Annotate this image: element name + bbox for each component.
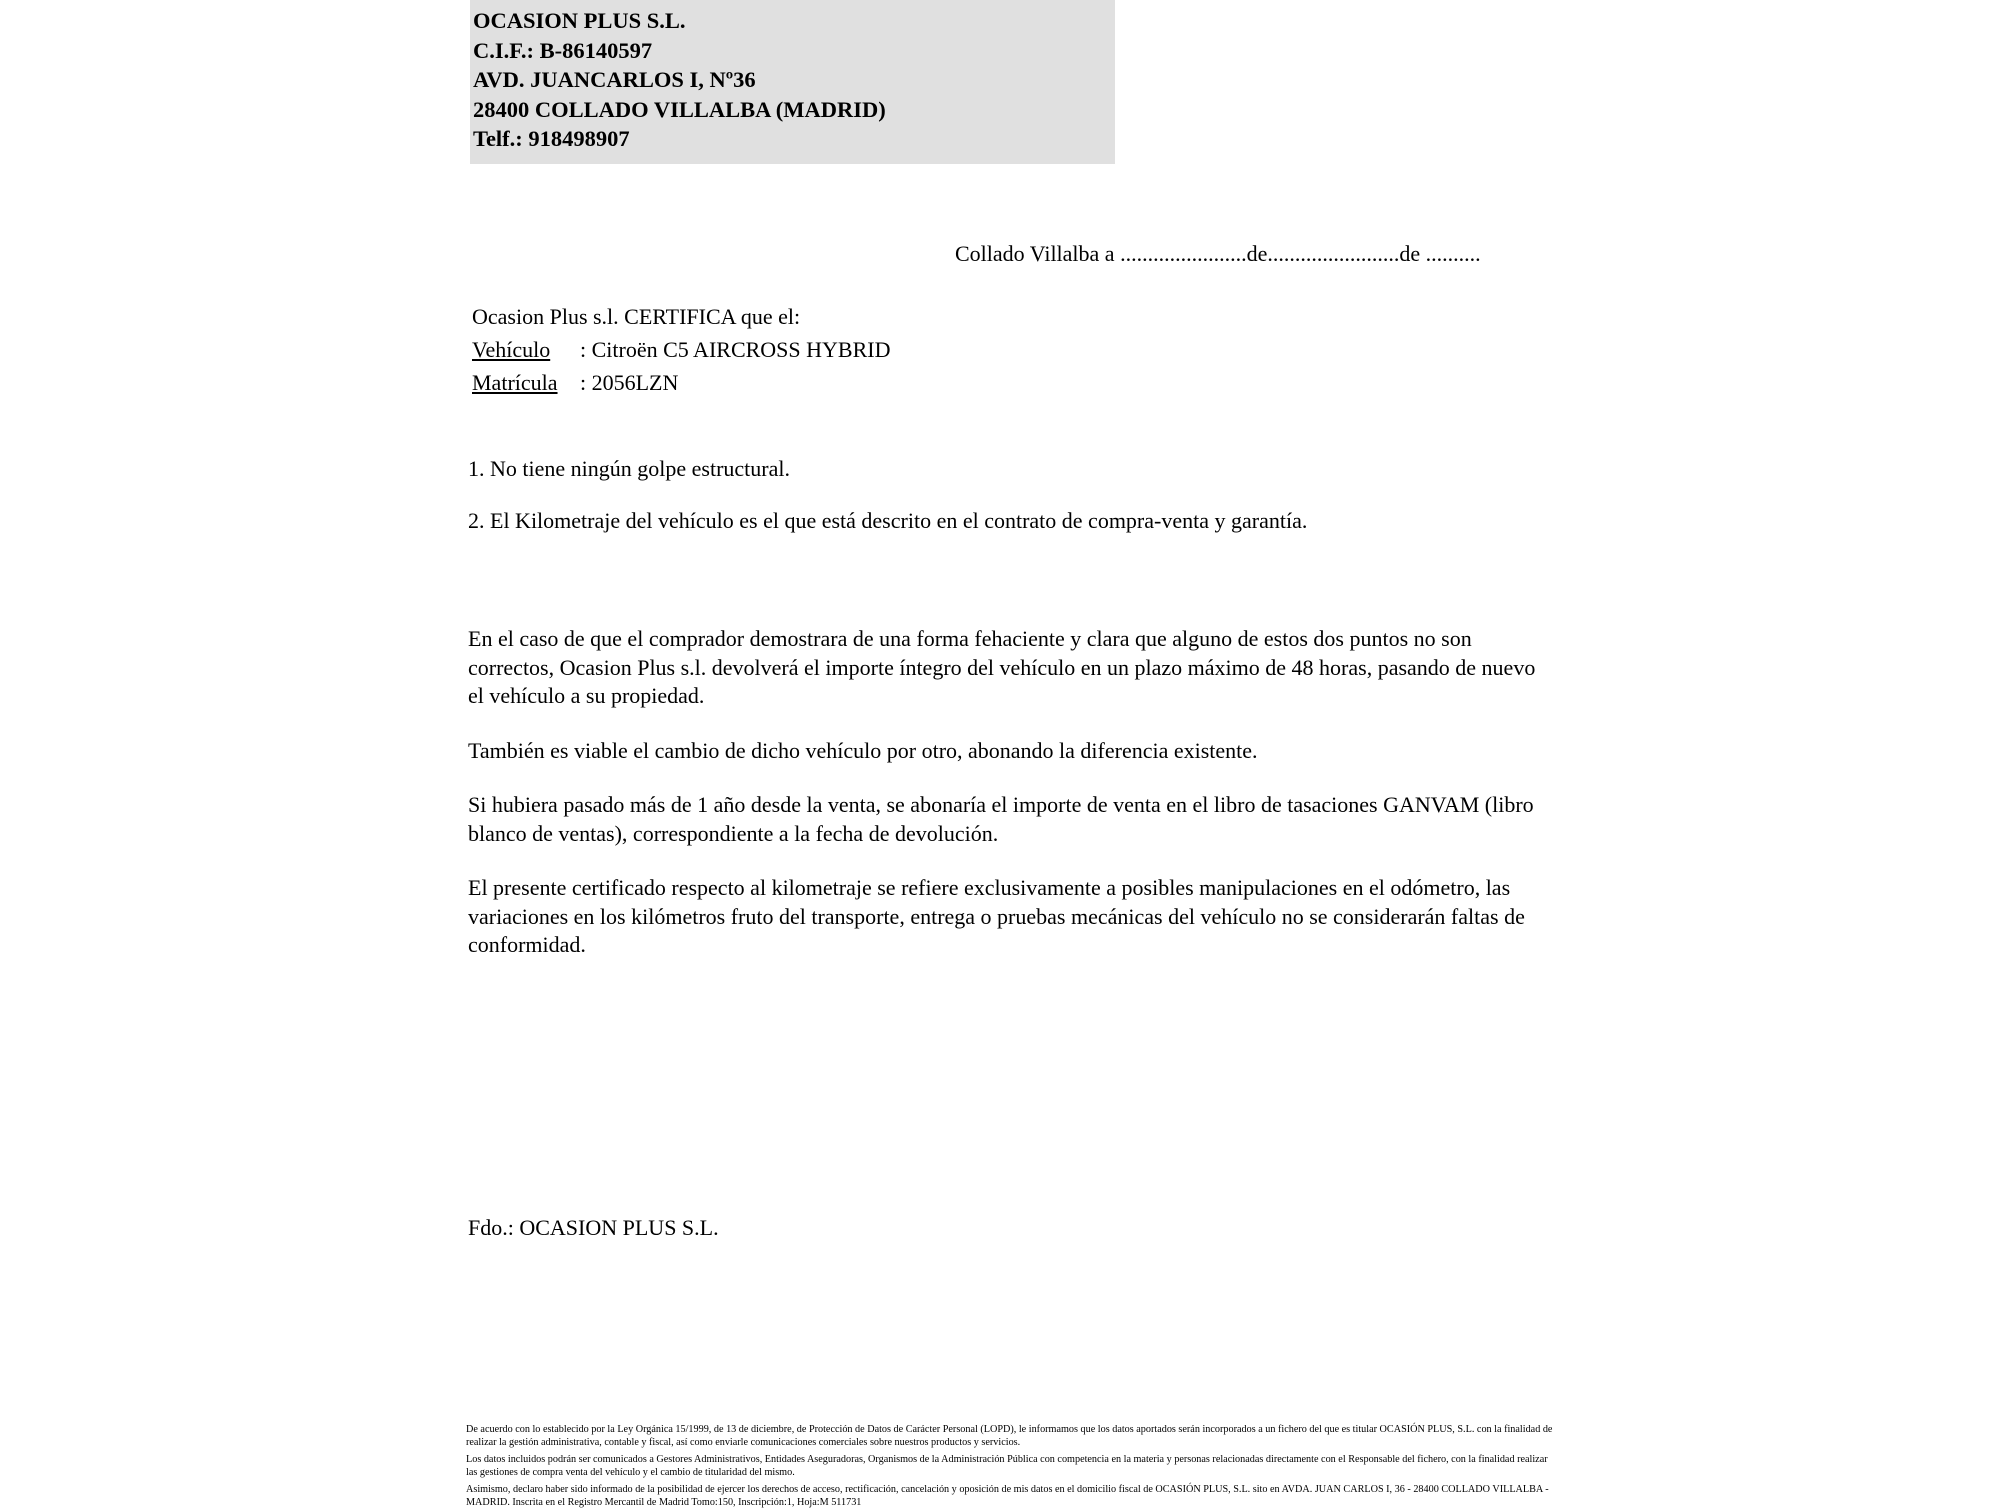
body-paragraphs <box>468 625 1538 986</box>
vehicle-row <box>472 333 891 366</box>
certification-intro: Ocasion Plus s.l. CERTIFICA que el: <box>472 304 801 329</box>
paragraph: También es viable el cambio de dicho vehículo por otro, abonando la diferencia existente. <box>468 737 1258 763</box>
paragraph: En el caso de que el comprador demostrara de una forma fehaciente y clara que alguno de estos dos puntos no son correctos, Ocasion Plus s.l. devolverá el importe íntegro del vehículo en un plazo máximo de 48 horas, pasando de nuevo el vehículo a su propiedad. <box>468 626 1536 708</box>
company-cif: C.I.F.: B-86140597 <box>473 37 653 63</box>
point-item: 2. El Kilometraje del vehículo es el que está descrito en el contrato de compra-venta y garantía. <box>468 508 1308 533</box>
company-name: OCASION PLUS S.L. <box>473 8 686 33</box>
certification-block <box>472 300 891 399</box>
plate-value: : 2056LZN <box>580 370 679 395</box>
vehicle-label: Vehículo <box>472 337 551 362</box>
date-line: Collado Villalba a .......................de........................de .......... <box>955 241 1481 266</box>
paragraph: El presente certificado respecto al kilometraje se refiere exclusivamente a posibles manipulaciones en el odómetro, las variaciones en los kilómetros fruto del transporte, entrega o pruebas mecánicas del vehículo no se considerarán faltas de conformidad. <box>468 875 1525 957</box>
company-address-city: 28400 COLLADO VILLALBA (MADRID) <box>473 96 886 122</box>
vehicle-value: : Citroën C5 AIRCROSS HYBRID <box>580 337 891 362</box>
legal-paragraph: Los datos incluidos podrán ser comunicados a Gestores Administrativos, Entidades Aseguradoras, Organismos de la Administración Pública con competencia en la materia y personas relacionadas directamente con el Responsable del fichero, con la finalidad realizar las gestiones de compra venta del vehículo y el cambio de titularidad del mismo. <box>466 1454 1548 1478</box>
plate-row <box>472 366 891 399</box>
company-phone: Telf.: 918498907 <box>473 126 630 151</box>
signature-line: Fdo.: OCASION PLUS S.L. <box>468 1215 719 1240</box>
legal-paragraph: De acuerdo con lo establecido por la Ley Orgánica 15/1999, de 13 de diciembre, de Protección de Datos de Carácter Personal (LOPD), le informamos que los datos aportados serán incorporados a un fichero del que es titular OCASIÓN PLUS, S.L. con la finalidad de realizar la gestión administrativa, contable y fiscal, así como enviarle comunicaciones comerciales sobre nuestros productos y servicios. <box>466 1424 1553 1448</box>
company-address-street: AVD. JUANCARLOS I, Nº36 <box>473 67 756 92</box>
legal-paragraph: Asimismo, declaro haber sido informado de la posibilidad de ejercer los derechos de acceso, rectificación, cancelación y oposición de mis datos en el domicilio fiscal de OCASIÓN PLUS, S.L. sito en AVDA. JUAN CARLOS I, 36 - 28400 COLLADO VILLALBA - MADRID. Inscrita en el Registro Mercantil de Madrid Tomo:150, Inscripción:1, Hoja:M 511731 <box>466 1484 1549 1508</box>
letterhead-block <box>470 0 1115 164</box>
plate-label: Matrícula <box>472 370 558 395</box>
legal-footer <box>466 1424 1556 1510</box>
paragraph: Si hubiera pasado más de 1 año desde la venta, se abonaría el importe de venta en el libro de tasaciones GANVAM (libro blanco de ventas), correspondiente a la fecha de devolución. <box>468 792 1534 846</box>
points-list <box>468 455 1307 559</box>
point-item: 1. No tiene ningún golpe estructural. <box>468 456 790 481</box>
